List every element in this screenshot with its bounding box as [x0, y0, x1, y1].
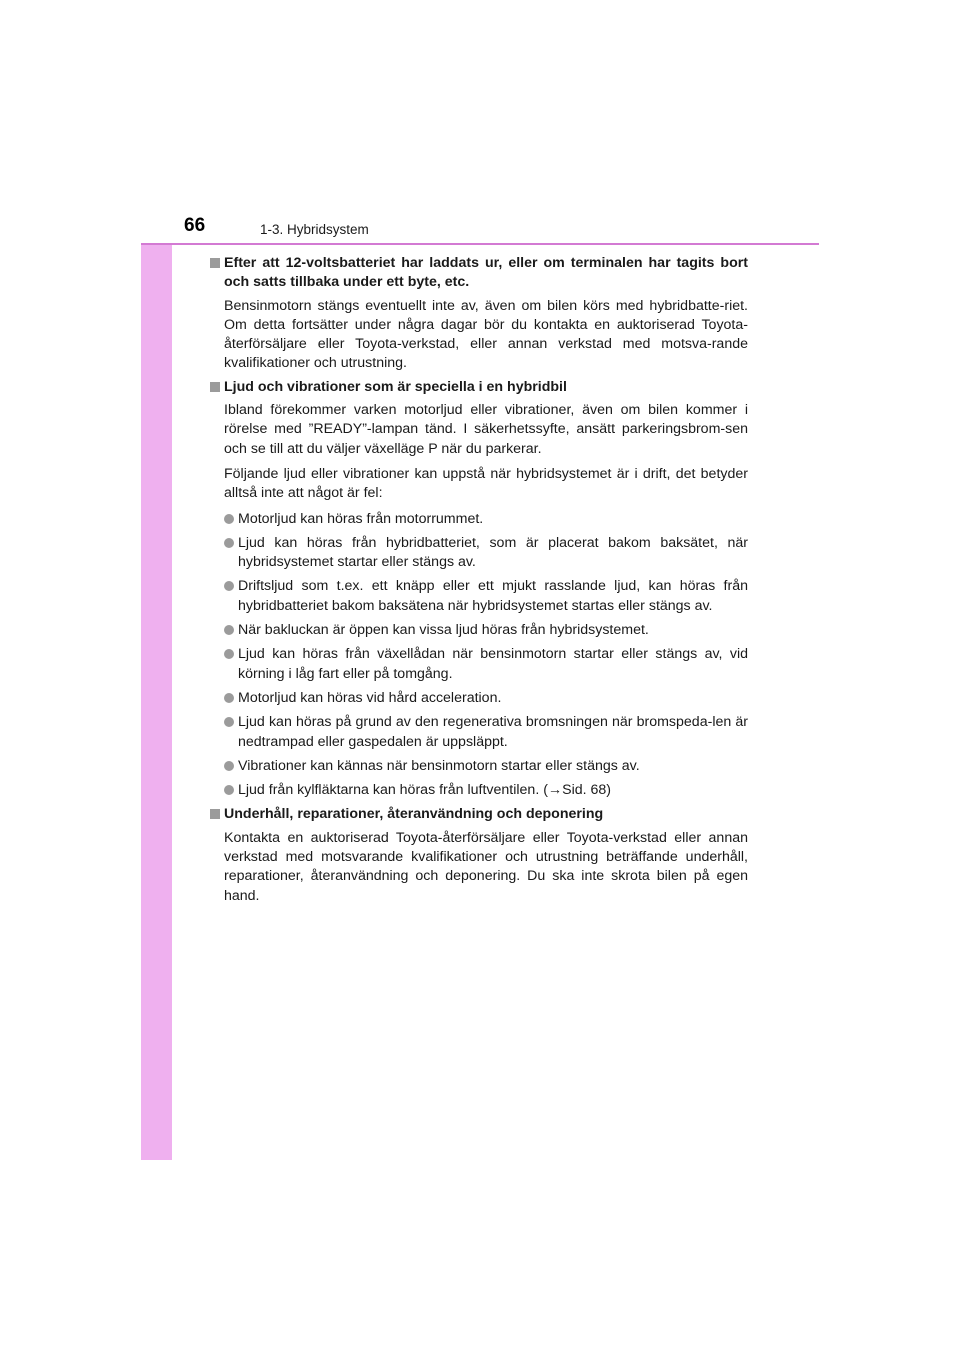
list-item: Ljud kan höras från hybridbatteriet, som är placerat bakom baksätet, när hybridsystemet startar eller stängs av. [224, 534, 748, 573]
list-item: Motorljud kan höras från motorrummet. [224, 510, 748, 529]
list-item: Driftsljud som t.ex. ett knäpp eller ett mjukt rasslande ljud, kan höras från hybridbatteriet bakom baksätena när hybridsystemet startas eller stängs av. [224, 577, 748, 616]
header-background [141, 196, 819, 243]
header-rule [141, 243, 819, 245]
section-heading: Ljud och vibrationer som är speciella i en hybridbil [208, 378, 748, 397]
sound-list [208, 510, 748, 801]
chapter-title: 1-3. Hybridsystem [260, 222, 369, 237]
page-header [141, 196, 819, 245]
square-bullet-icon [210, 258, 220, 268]
circle-bullet-icon [224, 625, 234, 635]
section-heading: Efter att 12-voltsbatteriet har laddats ur, eller om terminalen har tagits bort och satts tillbaka under ett byte, etc. [208, 254, 748, 293]
circle-bullet-icon [224, 717, 234, 727]
circle-bullet-icon [224, 538, 234, 548]
list-item: Ljud från kylfläktarna kan höras från luftventilen. (→Sid. 68) [224, 781, 748, 800]
paragraph: Kontakta en auktoriserad Toyota-återförsäljare eller Toyota-verkstad eller annan verkstad med motsvarande kvalifikationer och utrustning beträffande underhåll, reparationer, återanvändning och deponering. Du ska inte skrota bilen på egen hand. [224, 829, 748, 904]
square-bullet-icon [210, 382, 220, 392]
section-maintenance [208, 805, 748, 905]
paragraph: Följande ljud eller vibrationer kan uppstå när hybridsystemet är i drift, det betyder alltså inte att något är fel: [224, 465, 748, 502]
circle-bullet-icon [224, 649, 234, 659]
page-number: 66 [184, 215, 206, 236]
section-heading: Underhåll, reparationer, återanvändning och deponering [208, 805, 748, 824]
circle-bullet-icon [224, 693, 234, 703]
square-bullet-icon [210, 809, 220, 819]
paragraph: Bensinmotorn stängs eventuellt inte av, även om bilen körs med hybridbatte-riet. Om detta fortsätter under några dagar bör du kontakta en auktoriserad Toyota-återförsäljare eller Toyota-verkstad, eller annan verkstad med motsva-rande kvalifikationer och utrustning. [224, 297, 748, 372]
section-sounds-vibrations [208, 378, 748, 801]
list-item: Ljud kan höras på grund av den regenerativa bromsningen när bromspeda-len är nedtrampad eller gaspedalen är uppsläppt. [224, 713, 748, 752]
circle-bullet-icon [224, 581, 234, 591]
section-battery [208, 254, 748, 374]
circle-bullet-icon [224, 514, 234, 524]
list-item: När bakluckan är öppen kan vissa ljud höras från hybridsystemet. [224, 621, 748, 640]
list-item: Motorljud kan höras vid hård acceleration. [224, 689, 748, 708]
side-tab-band [141, 196, 172, 1160]
page-content [208, 254, 748, 910]
circle-bullet-icon [224, 785, 234, 795]
list-item: Vibrationer kan kännas när bensinmotorn startar eller stängs av. [224, 757, 748, 776]
list-item: Ljud kan höras från växellådan när bensinmotorn startar eller stängs av, vid körning i låg fart eller på tomgång. [224, 645, 748, 684]
circle-bullet-icon [224, 761, 234, 771]
paragraph: Ibland förekommer varken motorljud eller vibrationer, även om bilen kommer i rörelse med ”READY”-lampan tänd. I säkerhetssyfte, ansätt parkeringsbrom-sen och se till att du väljer växelläge P när du parkerar. [224, 402, 748, 457]
